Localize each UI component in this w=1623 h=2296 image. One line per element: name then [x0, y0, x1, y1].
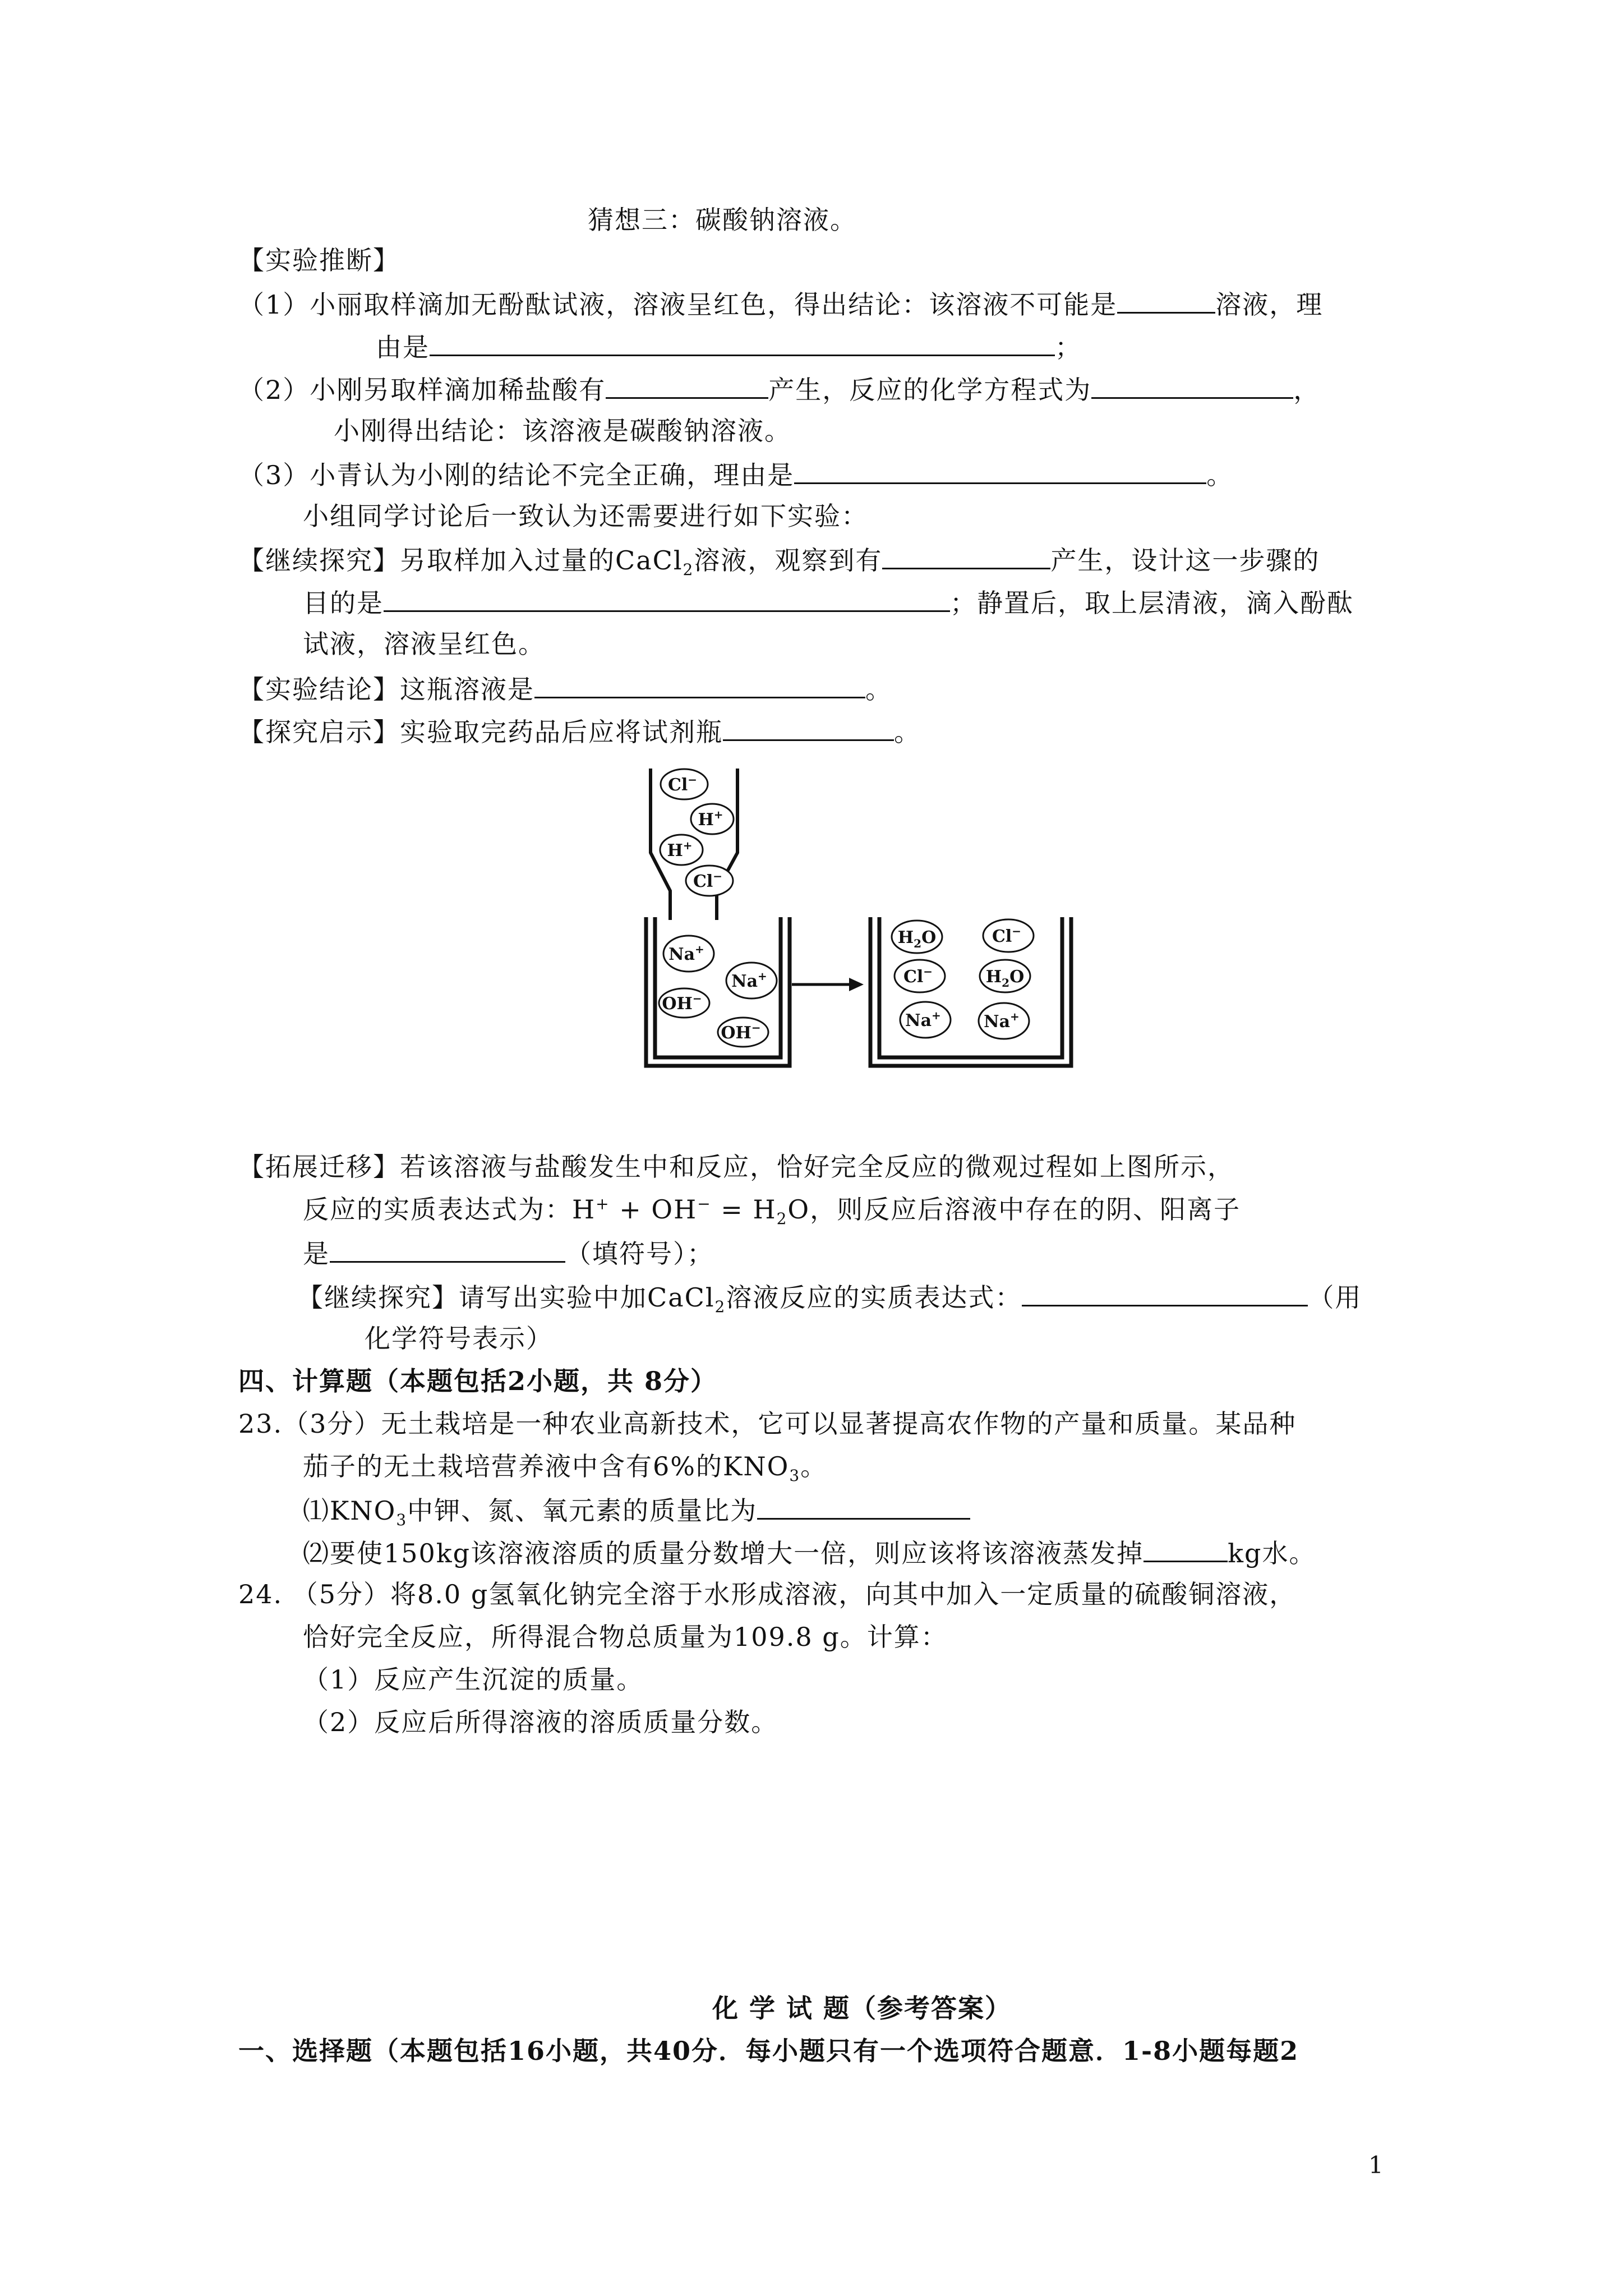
answer-blank[interactable] — [723, 714, 894, 741]
hydrogen-ion: H+ — [698, 808, 723, 830]
answer-blank[interactable] — [384, 585, 950, 612]
question-2-line-1: （2）小刚另取样滴加稀盐酸有 产生，反应的化学方程式为 ， — [238, 371, 1320, 407]
question-23-part-1: $⑴KNO_3$中钾、氮、氧元素的质量比为 — [303, 1492, 970, 1527]
answer-blank[interactable] — [794, 457, 1206, 484]
arrow-head-icon — [849, 978, 864, 991]
answer-blank[interactable] — [1022, 1279, 1308, 1306]
question-23-line-2: 茄子的无土栽培营养液中含有6%的$KNO_3$。 — [303, 1451, 828, 1485]
further-inquiry-line-3: 试液，溶液呈红色。 — [303, 629, 545, 659]
extension-line-5: 化学符号表示） — [365, 1323, 553, 1354]
extension-line-4: 【继续探究】请写出实验中加CaCl$_2$溶液反应的实质表达式： （用 — [297, 1279, 1362, 1314]
group-discussion: 小组同学讨论后一致认为还需要进行如下实验： — [303, 501, 868, 531]
answer-blank[interactable] — [534, 671, 865, 698]
further-inquiry-line-2: 目的是 ；静置后，取上层清液，滴入酚酞 — [303, 585, 1354, 620]
question-1-line-1: （1）小丽取样滴加无酚酞试液，溶液呈红色，得出结论：该溶液不可能是 溶液，理 — [238, 286, 1323, 321]
question-1-line-2: 由是 ； — [376, 329, 1082, 364]
question-2-line-2: 小刚得出结论：该溶液是碳酸钠溶液。 — [334, 416, 791, 446]
answer-blank[interactable] — [1117, 286, 1215, 314]
answer-blank[interactable] — [330, 1235, 565, 1263]
neutralization-diagram — [639, 757, 1082, 1083]
chloride-ion: Cl− — [903, 965, 933, 987]
section-1-heading: 一、选择题（本题包括16小题，共40分．每小题只有一个选项符合题意．1-8小题每题2 — [238, 2036, 1299, 2066]
chloride-ion: Cl− — [667, 773, 698, 795]
page-number: 1 — [1368, 2151, 1384, 2179]
question-24-part-1: （1）反应产生沉淀的质量。 — [303, 1664, 644, 1695]
sodium-ion: Na+ — [984, 1010, 1020, 1032]
sodium-ion: Na+ — [668, 942, 704, 964]
answer-blank[interactable] — [606, 371, 768, 399]
sodium-ion: Na+ — [905, 1009, 941, 1030]
inquiry-insight: 【探究启示】实验取完药品后应将试剂瓶 。 — [238, 714, 921, 749]
answer-blank[interactable] — [882, 542, 1050, 569]
section-4-heading: 四、计算题（本题包括2小题，共 8分） — [238, 1366, 718, 1396]
extension-line-2: 反应的实质表达式为：$H^+ + OH^- = H_2O$，则反应后溶液中存在的阴、阳离子 — [303, 1194, 1241, 1228]
question-24-line-1: 24. （5分）将8.0 g氢氧化钠完全溶于水形成溶液，向其中加入一定质量的硫酸铜溶液， — [238, 1579, 1297, 1609]
question-24-line-2: 恰好完全反应，所得混合物总质量为109.8 g。计算： — [303, 1622, 948, 1652]
sodium-ion: Na+ — [731, 969, 767, 991]
experiment-conclusion: 【实验结论】这瓶溶液是 。 — [238, 671, 892, 706]
chloride-ion: Cl− — [992, 924, 1022, 946]
answer-blank[interactable] — [757, 1492, 970, 1520]
answer-blank[interactable] — [430, 329, 1055, 356]
answer-blank[interactable] — [1091, 371, 1293, 399]
extension-line-1: 【拓展迁移】若该溶液与盐酸发生中和反应，恰好完全反应的微观过程如上图所示， — [238, 1152, 1234, 1182]
answer-key-title: 化 学 试 题（参考答案） — [712, 1993, 1012, 2023]
extension-line-3: 是 （填符号）； — [303, 1235, 714, 1271]
question-3: （3）小青认为小刚的结论不完全正确，理由是 。 — [238, 457, 1233, 492]
answer-blank[interactable] — [1144, 1535, 1228, 1562]
water-molecule: $H_2O$ — [897, 928, 937, 950]
chloride-ion: Cl− — [693, 869, 723, 891]
question-23-part-2: ⑵要使150kg该溶液溶质的质量分数增大一倍，则应该将该溶液蒸发掉 kg水。 — [303, 1535, 1316, 1570]
hydrogen-ion: H+ — [667, 839, 693, 861]
hydroxide-ion: OH− — [721, 1021, 761, 1043]
question-23-line-1: 23.（3分）无土栽培是一种农业高新技术，它可以显著提高农作物的产量和质量。某品种 — [238, 1409, 1297, 1439]
guess-three: 猜想三：碳酸钠溶液。 — [588, 205, 857, 235]
section-heading-inference: 【实验推断】 — [238, 245, 400, 275]
hydroxide-ion: OH− — [662, 992, 702, 1014]
further-inquiry-line-1: 【继续探究】另取样加入过量的CaCl$_2$溶液，观察到有 产生，设计这一步骤的 — [238, 542, 1320, 577]
water-molecule: $H_2O$ — [985, 967, 1025, 990]
question-24-part-2: （2）反应后所得溶液的溶质质量分数。 — [303, 1707, 778, 1737]
